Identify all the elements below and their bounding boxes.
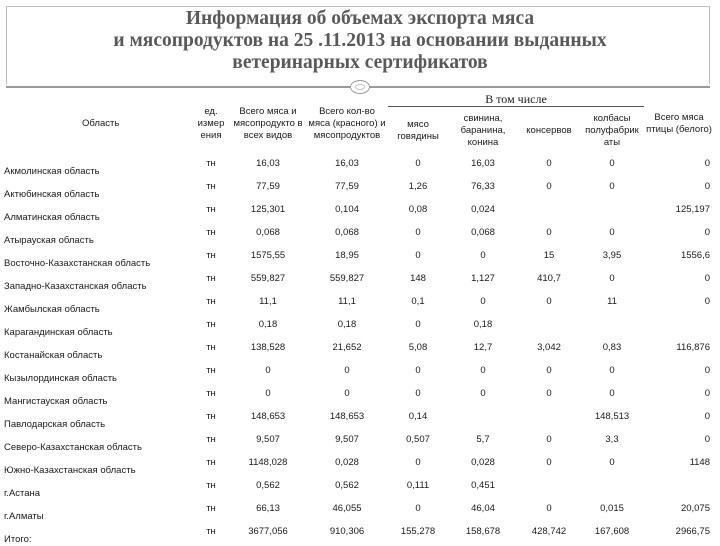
cell-sausage: 167,608 — [594, 526, 630, 537]
cell-region: Атырауская область — [4, 235, 94, 246]
cell-total-meat: 0 — [265, 388, 271, 399]
cell-unit: тн — [206, 319, 216, 330]
table-row — [2, 270, 714, 293]
cell-poultry: 1556,6 — [680, 250, 710, 261]
cell-unit: тн — [206, 204, 216, 215]
header-poultry: Всего мяса птицы (белого) — [646, 111, 712, 135]
table-row — [2, 293, 714, 316]
cell-pork-lamb-horse: 0 — [480, 388, 486, 399]
cell-red-meat: 0,18 — [337, 319, 357, 330]
cell-red-meat: 0 — [344, 388, 350, 399]
cell-sausage: 0 — [609, 365, 615, 376]
cell-region: Северо-Казахстанская область — [4, 442, 142, 453]
cell-poultry: 0 — [704, 181, 710, 192]
cell-unit: тн — [206, 181, 216, 192]
cell-unit: тн — [206, 526, 216, 537]
cell-canned: 0 — [546, 365, 552, 376]
cell-sausage — [580, 316, 644, 339]
cell-beef: 0,507 — [406, 434, 430, 445]
table-row — [2, 408, 714, 431]
cell-red-meat: 16,03 — [335, 158, 359, 169]
cell-pork-lamb-horse: 12,7 — [473, 342, 493, 353]
cell-pork-lamb-horse: 0,18 — [473, 319, 493, 330]
cell-poultry: 0 — [704, 158, 710, 169]
cell-total-meat: 1148,028 — [248, 457, 288, 468]
cell-region: Южно-Казахстанская область — [4, 465, 136, 476]
cell-beef: 0 — [415, 388, 421, 399]
cell-pork-lamb-horse: 16,03 — [471, 158, 495, 169]
table-row — [2, 362, 714, 385]
cell-pork-lamb-horse: 0,068 — [471, 227, 495, 238]
cell-unit: тн — [206, 227, 216, 238]
cell-total-meat: 138,528 — [250, 342, 286, 353]
cell-unit: тн — [206, 388, 216, 399]
cell-red-meat: 0 — [344, 365, 350, 376]
cell-canned: 3,042 — [537, 342, 561, 353]
cell-unit: тн — [206, 457, 216, 468]
cell-beef: 0 — [415, 227, 421, 238]
cell-poultry: 0 — [704, 273, 710, 284]
table-row — [2, 500, 714, 523]
header-pork-lamb-horse: свинина, баранина, конина — [460, 113, 506, 148]
cell-sausage: 0 — [609, 227, 615, 238]
cell-beef: 0 — [415, 250, 421, 261]
cell-red-meat: 559,827 — [329, 273, 365, 284]
cell-sausage: 0,83 — [602, 342, 622, 353]
export-table — [2, 92, 714, 546]
title-line-1: Информация об объемах экспорта мяса — [185, 8, 535, 29]
table-row — [2, 523, 714, 546]
header-unit: ед. измер ения — [197, 105, 225, 141]
table-row — [2, 224, 714, 247]
cell-region: Жамбылская область — [4, 304, 100, 315]
cell-poultry: 1148 — [689, 457, 710, 468]
cell-red-meat: 77,59 — [335, 181, 359, 192]
cell-canned: 410,7 — [537, 273, 561, 284]
cell-region: г.Астана — [4, 488, 41, 499]
cell-pork-lamb-horse: 0,451 — [471, 480, 495, 491]
cell-red-meat: 11,1 — [338, 296, 356, 307]
cell-region: Павлодарская область — [4, 419, 106, 430]
cell-sausage: 0 — [609, 457, 615, 468]
cell-poultry: 0 — [704, 296, 710, 307]
cell-beef: 5,08 — [408, 342, 428, 353]
header-total-meat: Всего мяса и мясопродукто в всех видов — [233, 105, 303, 141]
cell-canned: 0 — [546, 503, 552, 514]
cell-total-meat: 125,301 — [250, 204, 286, 215]
cell-beef: 148 — [410, 273, 426, 284]
cell-pork-lamb-horse: 1,127 — [471, 273, 495, 284]
cell-unit: тн — [206, 158, 216, 169]
cell-region: г.Алматы — [4, 511, 44, 522]
cell-total-meat: 1575,55 — [250, 250, 286, 261]
header-including: В том числе — [388, 92, 644, 107]
table-row — [2, 201, 714, 224]
cell-sausage: 0 — [609, 158, 615, 169]
cell-pork-lamb-horse: 0 — [480, 365, 486, 376]
cell-poultry: 0 — [704, 365, 710, 376]
cell-total-meat: 0 — [265, 365, 271, 376]
cell-red-meat: 46,055 — [332, 503, 362, 514]
header-red-meat: Всего кол-во мяса (красного) и мясопродуктов — [308, 105, 386, 141]
cell-region: Восточно-Казахстанская область — [4, 258, 151, 269]
cell-canned: 0 — [546, 434, 552, 445]
cell-sausage: 0,015 — [600, 503, 624, 514]
cell-total-meat: 77,59 — [256, 181, 280, 192]
cell-canned: 0 — [546, 388, 552, 399]
cell-pork-lamb-horse: 0 — [480, 296, 486, 307]
cell-red-meat: 21,652 — [332, 342, 362, 353]
cell-region: Западно-Казахстанская область — [4, 281, 147, 292]
cell-red-meat: 0,104 — [335, 204, 359, 215]
cell-region: Алматинская область — [4, 212, 100, 223]
cell-region: Актюбинская область — [4, 189, 100, 200]
cell-unit: тн — [206, 480, 216, 491]
cell-poultry: 0 — [704, 227, 710, 238]
table-row — [2, 431, 714, 454]
cell-total-meat: 0,562 — [256, 480, 280, 491]
cell-red-meat: 0,028 — [335, 457, 359, 468]
cell-total-meat: 559,827 — [250, 273, 286, 284]
cell-region: Мангистауская область — [4, 396, 108, 407]
cell-poultry: 116,876 — [676, 342, 710, 353]
cell-unit: тн — [206, 342, 216, 353]
cell-poultry: 0 — [704, 434, 710, 445]
cell-sausage: 11 — [607, 296, 617, 307]
cell-beef: 155,278 — [400, 526, 436, 537]
cell-poultry — [644, 316, 714, 339]
cell-total-meat: 9,507 — [256, 434, 280, 445]
table-row — [2, 385, 714, 408]
cell-total-meat: 0,18 — [258, 319, 278, 330]
cell-region: Карагандинская область — [4, 327, 113, 338]
cell-pork-lamb-horse: 0,028 — [471, 457, 495, 468]
cell-poultry: 0 — [704, 411, 710, 422]
cell-pork-lamb-horse: 158,678 — [465, 526, 501, 537]
cell-poultry — [644, 477, 714, 500]
cell-red-meat: 9,507 — [335, 434, 359, 445]
cell-pork-lamb-horse: 0,024 — [471, 204, 495, 215]
cell-beef: 1,26 — [408, 181, 428, 192]
table-row — [2, 339, 714, 362]
cell-sausage: 0 — [609, 273, 615, 284]
cell-unit: тн — [206, 296, 216, 307]
cell-unit: тн — [206, 250, 216, 261]
cell-sausage: 0 — [609, 181, 615, 192]
cell-region: Итого: — [4, 534, 32, 545]
cell-sausage: 0 — [609, 388, 615, 399]
cell-beef: 0 — [415, 158, 421, 169]
cell-red-meat: 910,306 — [329, 526, 365, 537]
table-row — [2, 247, 714, 270]
cell-region: Акмолинская область — [4, 166, 100, 177]
cell-poultry: 2966,75 — [675, 526, 710, 537]
header-beef: мясо говядины — [397, 119, 439, 142]
cell-sausage — [580, 477, 644, 500]
cell-sausage — [580, 201, 644, 224]
table-row — [2, 178, 714, 201]
cell-beef: 0 — [415, 457, 421, 468]
cell-total-meat: 66,13 — [256, 503, 280, 514]
cell-sausage: 3,3 — [605, 434, 619, 445]
table-row — [2, 155, 714, 178]
cell-pork-lamb-horse — [448, 408, 518, 431]
table-row — [2, 454, 714, 477]
cell-total-meat: 148,653 — [250, 411, 286, 422]
title-line-3: ветеринарных сертификатов — [232, 52, 488, 73]
table-row — [2, 316, 714, 339]
cell-total-meat: 3677,056 — [248, 526, 288, 537]
cell-pork-lamb-horse: 46,04 — [471, 503, 495, 514]
cell-red-meat: 148,653 — [329, 411, 365, 422]
cell-poultry: 0 — [704, 388, 710, 399]
title-line-2: и мясопродуктов на 25 .11.2013 на основании выданных — [113, 30, 607, 51]
cell-beef: 0 — [415, 503, 421, 514]
cell-canned: 0 — [546, 181, 552, 192]
table-row — [2, 477, 714, 500]
cell-sausage: 148,513 — [594, 411, 630, 422]
cell-canned — [518, 201, 580, 224]
cell-region: Кызылординская область — [4, 373, 117, 384]
page-title — [0, 8, 720, 74]
cell-pork-lamb-horse: 5,7 — [476, 434, 490, 445]
cell-canned: 0 — [546, 457, 552, 468]
cell-canned — [518, 408, 580, 431]
cell-canned: 428,742 — [531, 526, 567, 537]
cell-canned — [518, 477, 580, 500]
cell-canned: 0 — [546, 158, 552, 169]
cell-beef: 0 — [415, 319, 421, 330]
cell-poultry: 125,197 — [675, 204, 710, 215]
table-body — [2, 155, 714, 546]
cell-canned — [518, 316, 580, 339]
cell-canned: 15 — [543, 250, 555, 261]
cell-pork-lamb-horse: 0 — [480, 250, 486, 261]
cell-beef: 0,1 — [411, 296, 425, 307]
cell-total-meat: 0,068 — [256, 227, 280, 238]
cell-red-meat: 0,562 — [335, 480, 359, 491]
cell-beef: 0,14 — [408, 411, 428, 422]
cell-region: Костанайская область — [4, 350, 103, 361]
cell-unit: тн — [206, 365, 216, 376]
header-region: Область — [82, 117, 120, 129]
cell-unit: тн — [206, 411, 216, 422]
cell-unit: тн — [206, 503, 216, 514]
cell-unit: тн — [206, 273, 216, 284]
cell-canned: 0 — [546, 227, 552, 238]
cell-unit: тн — [206, 434, 216, 445]
cell-sausage: 3,95 — [602, 250, 622, 261]
cell-beef: 0,111 — [406, 480, 430, 491]
cell-beef: 0 — [415, 365, 421, 376]
cell-canned: 0 — [546, 296, 552, 307]
cell-red-meat: 0,068 — [335, 227, 359, 238]
cell-pork-lamb-horse: 76,33 — [471, 181, 495, 192]
cell-poultry: 20,075 — [680, 503, 710, 514]
cell-beef: 0,08 — [408, 204, 428, 215]
cell-total-meat: 16,03 — [256, 158, 280, 169]
cell-total-meat: 11,1 — [259, 296, 277, 307]
header-sausage: колбасы полуфабрик аты — [585, 113, 639, 148]
cell-red-meat: 18,95 — [335, 250, 359, 261]
header-canned: консервов — [526, 125, 572, 136]
